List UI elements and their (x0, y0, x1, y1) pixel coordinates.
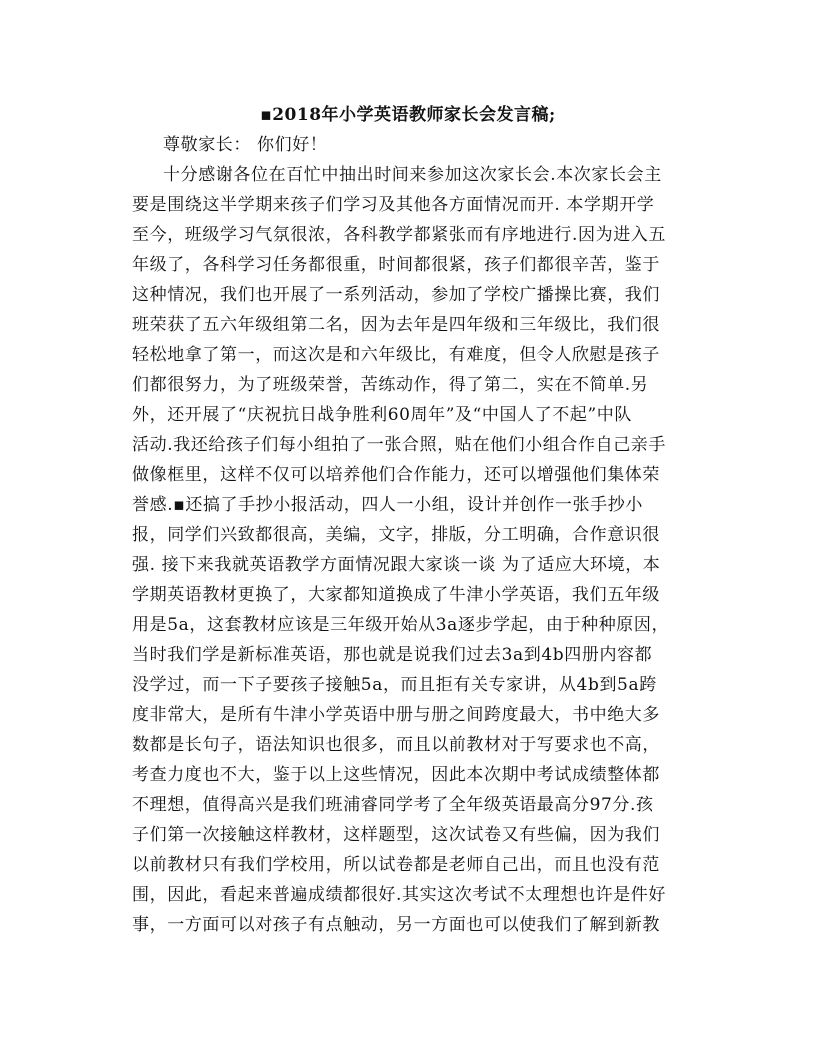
paragraph-line: 十分感谢各位在百忙中抽出时间来参加这次家长会.本次家长会主 (163, 165, 662, 185)
paragraph-line: 没学过，而一下子要孩子接触5a，而且拒有关专家讲，从4b到5a跨 (132, 675, 657, 695)
paragraph-line: 强. 接下来我就英语教学方面情况跟大家谈一谈 为了适应大环境，本 (132, 555, 661, 575)
paragraph-line: 不理想，值得高兴是我们班浦睿同学考了全年级英语最高分97分.孩 (132, 795, 654, 815)
paragraph-line: 考查力度也不大，鉴于以上这些情况，因此本次期中考试成绩整体都 (132, 765, 660, 785)
paragraph-line: 至今，班级学习气氛很浓，各科教学都紧张而有序地进行.因为进入五 (132, 225, 667, 245)
paragraph-line: 这种情况，我们也开展了一系列活动，参加了学校广播操比赛，我们 (132, 285, 660, 305)
paragraph-line: 轻松地拿了第一，而这次是和六年级比，有难度，但令人欣慰是孩子 (132, 345, 660, 365)
document-title: ▪2018年小学英语教师家长会发言稿; (260, 105, 556, 125)
paragraph-line: 要是围绕这半学期来孩子们学习及其他各方面情况而开. 本学期开学 (132, 195, 655, 215)
paragraph-line: 度非常大，是所有牛津小学英语中册与册之间跨度最大，书中绝大多 (132, 705, 660, 725)
paragraph-line: 当时我们学是新标准英语，那也就是说我们过去3a到4b四册内容都 (132, 645, 653, 665)
paragraph-line: 事，一方面可以对孩子有点触动，另一方面也可以使我们了解到新教 (132, 915, 660, 935)
paragraph-line: 报，同学们兴致都很高，美编，文字，排版，分工明确，合作意识很 (132, 525, 660, 545)
paragraph-line: 们都很努力，为了班级荣誉，苦练动作，得了第二，实在不简单.另 (132, 375, 649, 395)
paragraph-line: 外，还开展了“庆祝抗日战争胜利60周年”及“中国人了不起”中队 (132, 405, 632, 425)
paragraph-line: 用是5a，这套教材应该是三年级开始从3a逐步学起，由于种种原因， (132, 615, 670, 635)
paragraph-line: 数都是长句子，语法知识也很多，而且以前教材对于写要求也不高， (132, 735, 660, 755)
paragraph-line: 年级了，各科学习任务都很重，时间都很紧，孩子们都很辛苦，鉴于 (132, 255, 660, 275)
paragraph-line: 以前教材只有我们学校用，所以试卷都是老师自己出，而且也没有范 (132, 855, 660, 875)
paragraph-line: 子们第一次接触这样教材，这样题型，这次试卷又有些偏，因为我们 (132, 825, 660, 845)
paragraph-line: 做像框里，这样不仅可以培养他们合作能力，还可以增强他们集体荣 (132, 465, 660, 485)
paragraph-line: 学期英语教材更换了，大家都知道换成了牛津小学英语，我们五年级 (132, 585, 660, 605)
paragraph-line: 活动.我还给孩子们每小组拍了一张合照，贴在他们小组合作自己亲手 (132, 435, 667, 455)
greeting-line: 尊敬家长： 你们好！ (163, 135, 328, 155)
paragraph-line: 誉感.▪还搞了手抄小报活动，四人一小组，设计并创作一张手抄小 (132, 495, 643, 515)
paragraph-line: 班荣获了五六年级组第二名，因为去年是四年级和三年级比，我们很 (132, 315, 660, 335)
paragraph-line: 围，因此，看起来普遍成绩都很好.其实这次考试不太理想也许是件好 (132, 885, 667, 905)
